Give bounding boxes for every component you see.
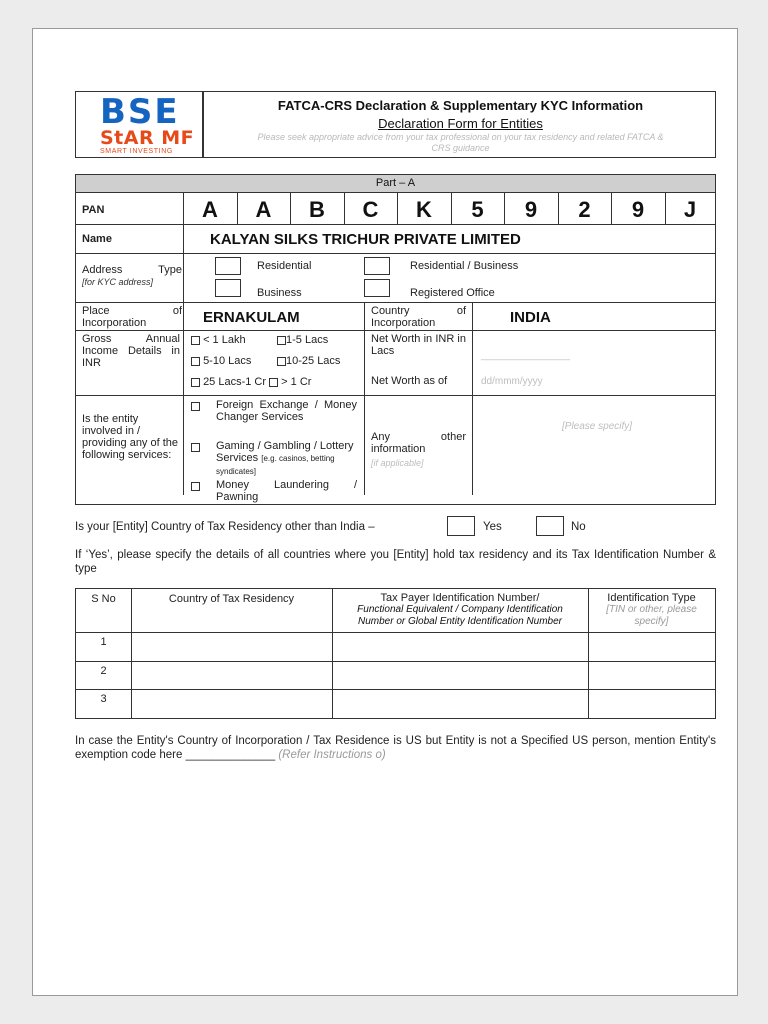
col-type-note: [TIN or other, please specify] <box>606 604 697 627</box>
residency-yes-label: Yes <box>483 521 502 533</box>
advice-note: Please seek appropriate advice from your tax professional on your tax residency and related FATCA & CRS guidance <box>257 132 664 153</box>
checkbox-icon <box>277 357 286 366</box>
registered-office-label: Registered Office <box>410 287 495 299</box>
pan-char: A <box>202 197 218 222</box>
services-label: Is the entity involved in / providing any of the following services: <box>82 413 179 461</box>
table-row: 3 <box>100 693 107 705</box>
logo-box <box>75 91 203 158</box>
business-checkbox[interactable] <box>215 279 241 297</box>
logo-tagline: SMART INVESTING <box>100 148 173 155</box>
income-opt-2-label: 1-5 Lacs <box>286 334 329 346</box>
col-type <box>588 592 715 628</box>
pan-char: A <box>255 197 272 222</box>
other-info-placeholder[interactable]: [Please specify] <box>562 421 633 432</box>
pan-char: 2 <box>578 197 591 222</box>
service-opt-3[interactable] <box>191 479 357 503</box>
checkbox-icon <box>191 378 200 387</box>
part-a-label: Part – A <box>375 177 416 189</box>
pan-char: C <box>362 197 379 222</box>
service-opt-2-note: [e.g. casinos, betting syndicates] <box>216 454 335 476</box>
col-tin-line2: Functional Equivalent / Company Identification Number or Global Entity Identification Number <box>357 604 563 627</box>
other-info-note: [if applicable] <box>371 458 424 468</box>
table-row: 1 <box>100 636 107 648</box>
service-opt-2-text <box>216 440 357 478</box>
pan-char: 9 <box>631 197 645 222</box>
checkbox-icon <box>191 336 200 345</box>
tax-residency-table <box>75 588 716 719</box>
checkbox-icon <box>191 357 200 366</box>
pan-char: K <box>416 197 432 222</box>
service-opt-2-label: Gaming / Gambling / Lottery Services <box>216 440 354 464</box>
income-opt-5-label: 25 Lacs-1 Cr <box>203 376 267 388</box>
pan-char: 5 <box>471 197 484 222</box>
income-opt-3[interactable] <box>191 355 251 367</box>
residential-business-checkbox[interactable] <box>364 257 390 275</box>
business-label: Business <box>257 287 302 299</box>
country-value: INDIA <box>510 309 551 326</box>
service-opt-2[interactable] <box>191 440 357 478</box>
checkbox-icon <box>191 402 200 411</box>
pan-label: PAN <box>82 204 105 216</box>
entity-name-value: KALYAN SILKS TRICHUR PRIVATE LIMITED <box>210 231 521 248</box>
table-row: 2 <box>100 665 107 677</box>
income-opt-4-label: 10-25 Lacs <box>286 355 341 367</box>
registered-office-checkbox[interactable] <box>364 279 390 297</box>
part-a-header <box>76 175 715 192</box>
service-opt-1-label: Foreign Exchange / Money Changer Services <box>216 399 357 423</box>
net-worth-placeholder[interactable]: ________________ <box>481 350 570 361</box>
checkbox-icon <box>277 336 286 345</box>
service-opt-3-label: Money Laundering / Pawning <box>216 479 357 503</box>
col-tin <box>332 592 588 628</box>
star-mf-logo: StAR MF <box>100 127 195 149</box>
place-label: Place of Incorporation <box>82 305 182 329</box>
address-type-note: [for KYC address] <box>82 277 154 287</box>
other-info-label <box>371 431 466 455</box>
service-opt-1[interactable] <box>191 399 357 423</box>
residential-business-label: Residential / Business <box>410 260 519 272</box>
pan-char: J <box>683 197 697 222</box>
residency-no-checkbox[interactable] <box>536 516 564 536</box>
checkbox-icon <box>191 482 200 491</box>
part-a-table <box>75 174 716 505</box>
col-type-label: Identification Type <box>607 592 696 604</box>
residency-instruction: If ‘Yes’, please specify the details of all countries where you [Entity] hold tax residency and its Tax Identification Number & type <box>75 549 716 575</box>
country-label: Country of Incorporation <box>371 305 466 329</box>
pan-char: 9 <box>524 197 538 222</box>
residency-question: Is your [Entity] Country of Tax Residency other than India – <box>75 521 375 533</box>
residential-label: Residential <box>257 260 312 272</box>
exemption-statement: In case the Entity's Country of Incorporation / Tax Residence is US but Entity is not a Specified US person, mention Entity's exemption code here ______________ <box>75 735 716 761</box>
name-label: Name <box>82 233 112 245</box>
address-type-label <box>82 264 182 288</box>
col-country: Country of Tax Residency <box>168 593 295 605</box>
income-opt-4[interactable] <box>277 355 340 367</box>
checkbox-icon <box>191 443 200 452</box>
income-opt-1-label: < 1 Lakh <box>203 334 246 346</box>
income-opt-2[interactable] <box>277 334 328 346</box>
address-type-text: Address Type <box>82 264 182 276</box>
residency-no-label: No <box>571 521 586 533</box>
form-title: FATCA-CRS Declaration & Supplementary KYC Information <box>277 98 644 113</box>
income-label: Gross Annual Income Details in INR <box>82 333 180 369</box>
col-sno: S No <box>91 593 116 605</box>
title-box <box>203 91 716 158</box>
exemption-text <box>75 734 716 762</box>
residential-checkbox[interactable] <box>215 257 241 275</box>
residency-yes-checkbox[interactable] <box>447 516 475 536</box>
bse-logo: BSE <box>100 92 180 132</box>
income-opt-5[interactable] <box>191 376 311 388</box>
checkbox-icon <box>269 378 278 387</box>
income-opt-3-label: 5-10 Lacs <box>203 355 252 367</box>
col-tin-line1: Tax Payer Identification Number/ <box>380 592 540 604</box>
exemption-note: (Refer Instructions o) <box>278 749 386 761</box>
income-opt-6-label: > 1 Cr <box>281 376 312 388</box>
pan-char: B <box>309 197 325 222</box>
form-subtitle: Declaration Form for Entities <box>378 116 543 131</box>
place-value: ERNAKULAM <box>203 309 300 326</box>
net-worth-date-placeholder[interactable]: dd/mmm/yyyy <box>481 376 543 387</box>
net-worth-label: Net Worth in INR in Lacs <box>371 333 466 357</box>
net-worth-date-label: Net Worth as of <box>371 375 448 387</box>
income-opt-1[interactable] <box>191 334 246 346</box>
other-info-text: Any other information <box>371 431 466 455</box>
form-page <box>32 28 738 996</box>
